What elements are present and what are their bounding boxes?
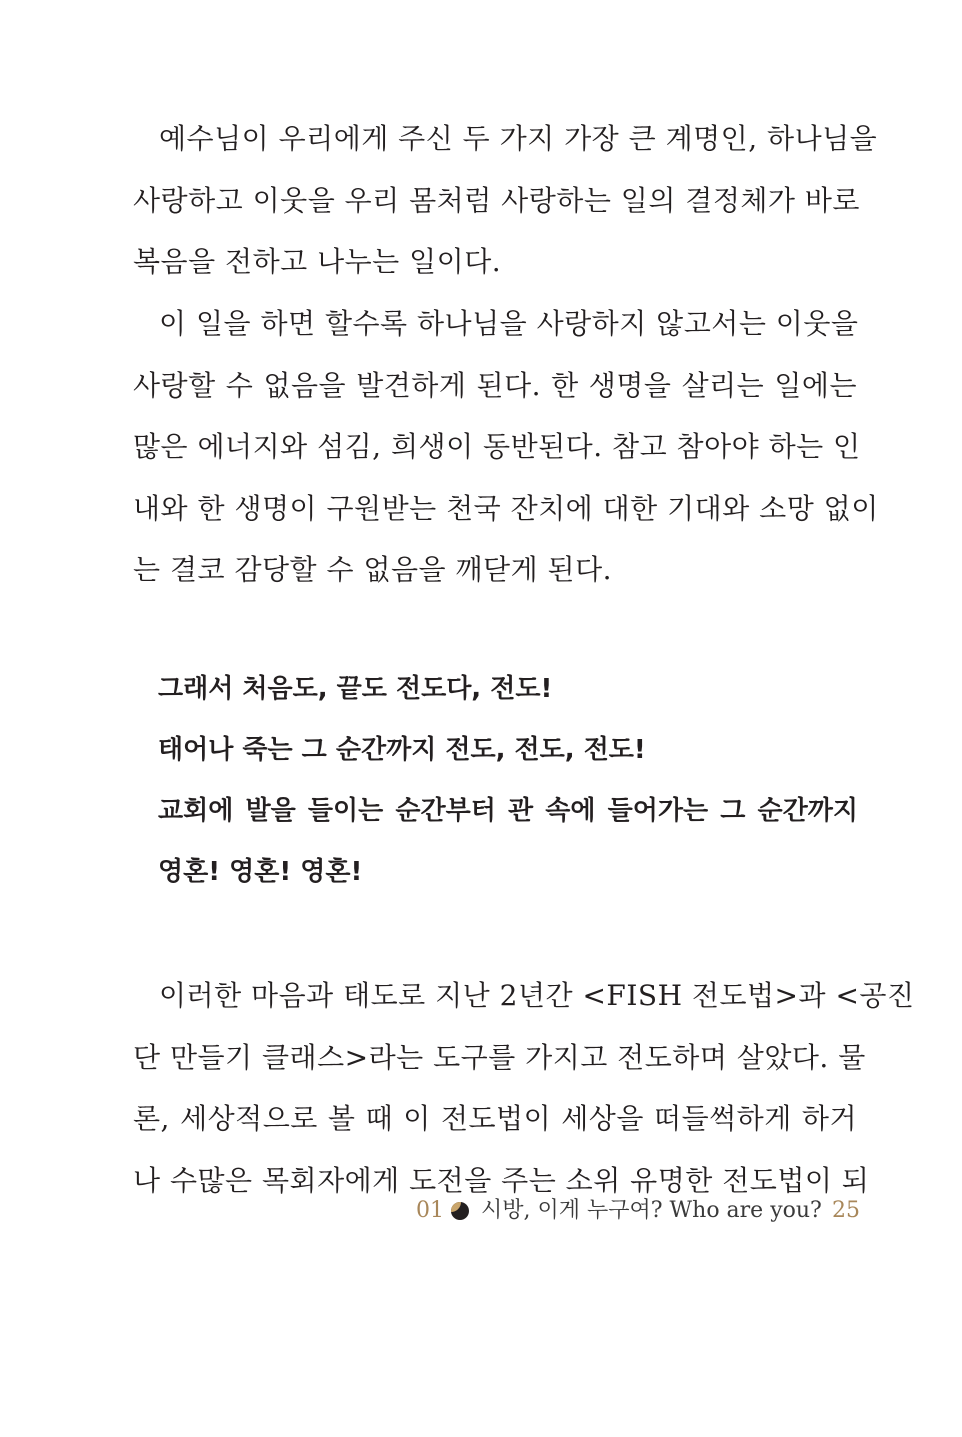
page-number: 25	[832, 1198, 860, 1223]
chapter-bullet-icon	[451, 1202, 469, 1220]
paragraph-3-line-1: 이러한 마음과 태도로 지난 2년간 <FISH 전도법>과 <공진	[159, 979, 915, 1012]
emphasis-block	[158, 659, 858, 903]
paragraph-3-line-4: 나 수많은 목회자에게 도전을 주는 소위 유명한 전도법이 되	[133, 1163, 870, 1197]
paragraph-2-line-2: 사랑할 수 없음을 발견하게 된다. 한 생명을 살리는 일에는	[133, 368, 857, 402]
emphasis-line-4: 영혼! 영혼! 영혼!	[158, 857, 363, 887]
paragraph-2-line-1: 이 일을 하면 할수록 하나님을 사랑하지 않고서는 이웃을	[159, 307, 859, 340]
paragraph-1-line-1: 예수님이 우리에게 주신 두 가지 가장 큰 계명인, 하나님을	[159, 122, 878, 155]
paragraph-2	[133, 293, 879, 601]
emphasis-line-1: 그래서 처음도, 끝도 전도다, 전도!	[158, 674, 553, 704]
paragraph-2-line-4: 내와 한 생명이 구원받는 천국 잔치에 대한 기대와 소망 없이	[133, 491, 879, 525]
paragraph-2-line-5: 는 결코 감당할 수 없음을 깨닫게 된다.	[133, 553, 613, 586]
emphasis-line-2: 태어나 죽는 그 순간까지 전도, 전도, 전도!	[158, 735, 646, 765]
paragraph-1-line-3: 복음을 전하고 나누는 일이다.	[133, 245, 502, 278]
paragraph-1	[133, 108, 878, 293]
running-footer	[0, 1194, 962, 1228]
chapter-number: 01	[416, 1198, 444, 1223]
paragraph-1-line-2: 사랑하고 이웃을 우리 몸처럼 사랑하는 일의 결정체가 바로	[133, 183, 860, 217]
chapter-title: 시방, 이게 누구여? Who are you?	[481, 1198, 822, 1223]
emphasis-line-3: 교회에 발을 들이는 순간부터 관 속에 들어가는 그 순간까지	[158, 796, 858, 826]
paragraph-3-line-3: 론, 세상적으로 볼 때 이 전도법이 세상을 떠들썩하게 하거	[133, 1102, 857, 1135]
paragraph-2-line-3: 많은 에너지와 섬김, 희생이 동반된다. 참고 참아야 하는 인	[133, 430, 861, 463]
paragraph-3-line-2: 단 만들기 클래스>라는 도구를 가지고 전도하며 살았다. 물	[133, 1040, 866, 1074]
